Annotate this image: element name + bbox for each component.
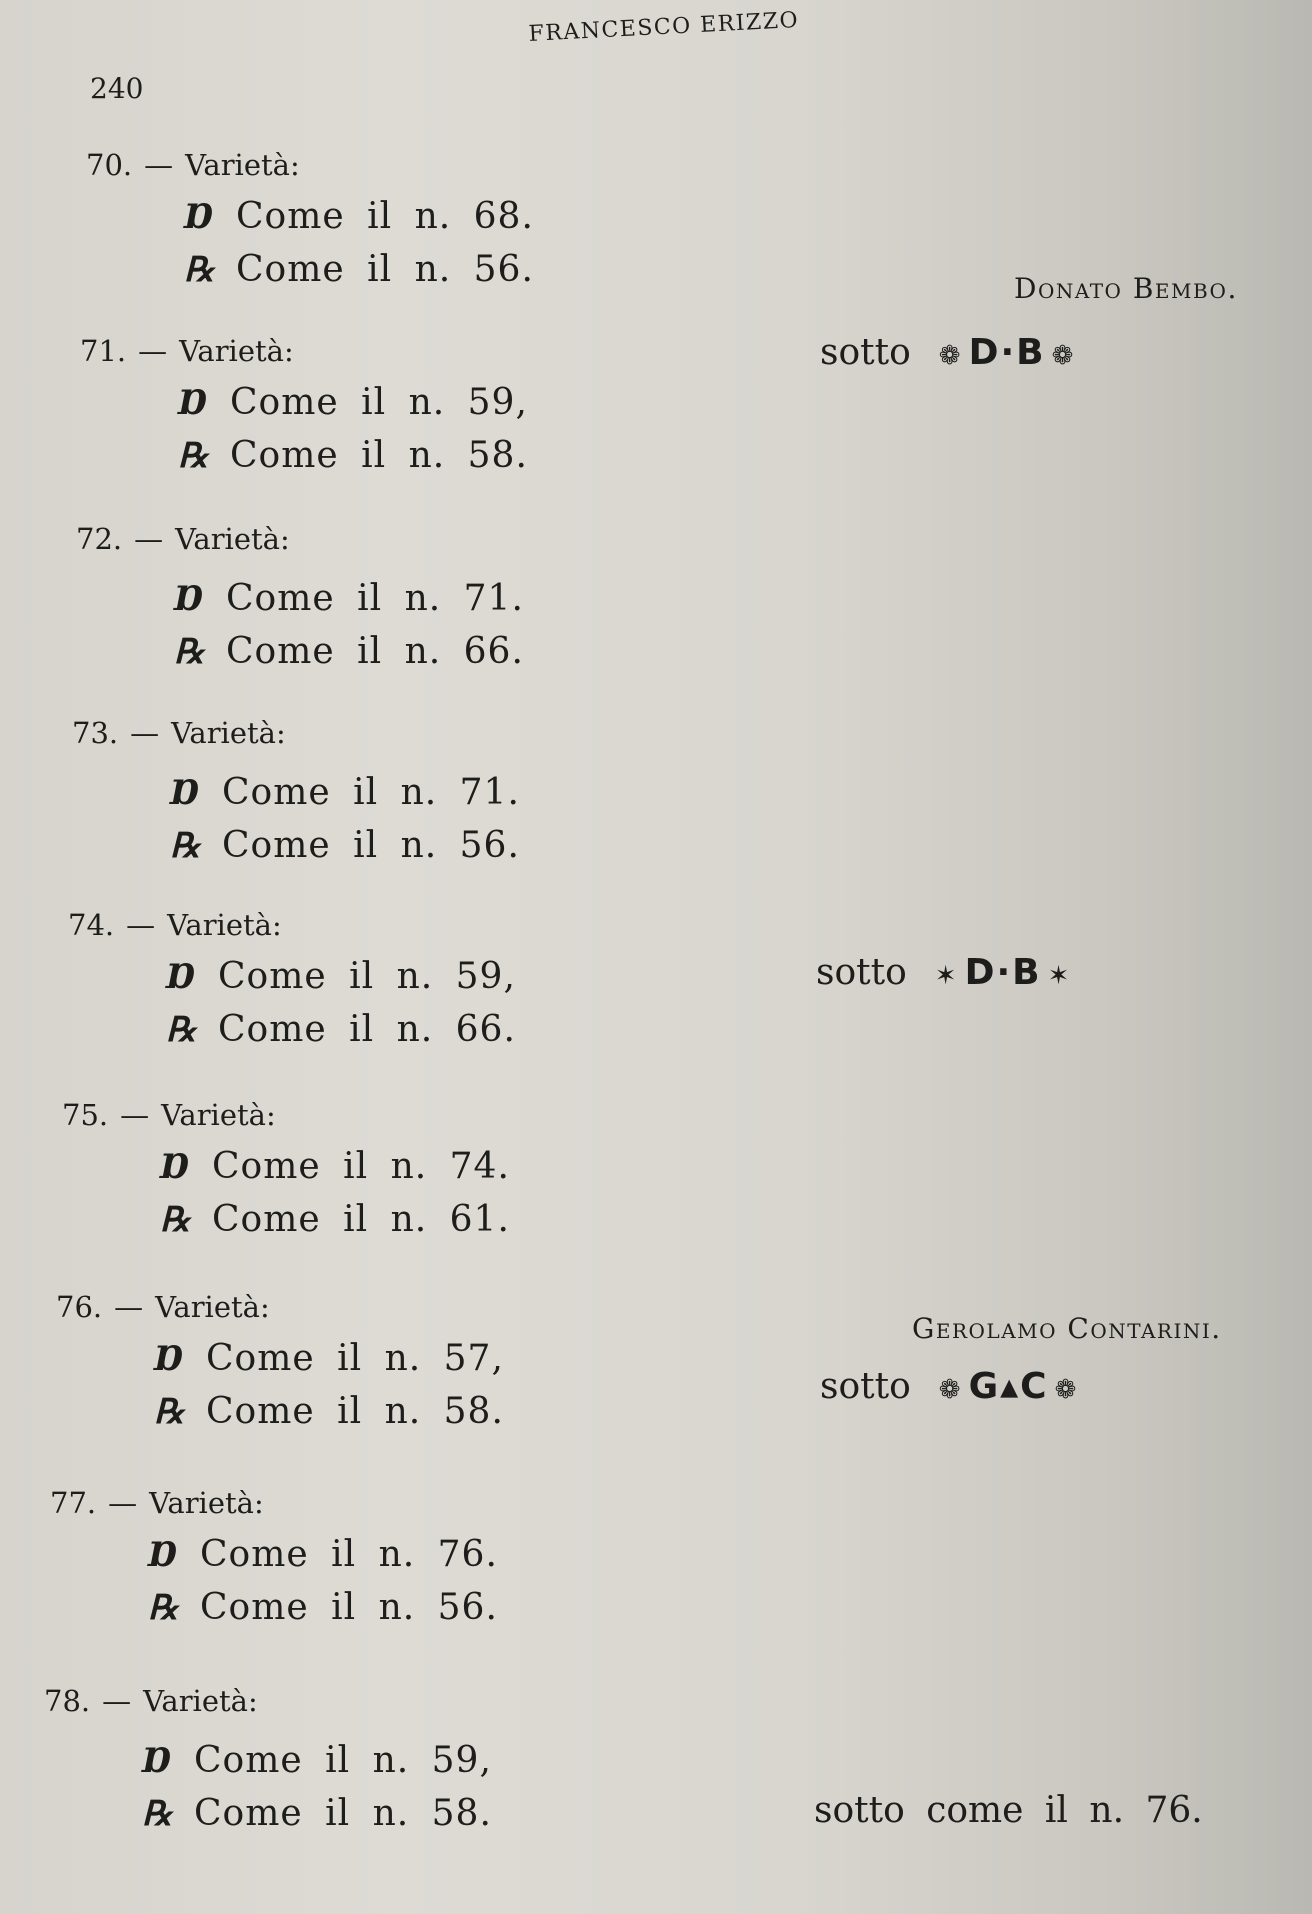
entry-76	[56, 1290, 616, 1432]
flower-ornament-icon: ❁	[1051, 341, 1076, 371]
entry-number: 75.	[62, 1098, 109, 1132]
page-number: 240	[90, 72, 144, 105]
reverse-description: Come il n. 56.	[236, 249, 534, 290]
obverse-description: Come il n. 76.	[200, 1534, 498, 1575]
entry-heading	[50, 1486, 610, 1520]
reverse-description: Come il n. 66.	[218, 1009, 516, 1050]
dash: —	[120, 1098, 150, 1132]
entry-74	[68, 908, 628, 1050]
mint-mark-note-3	[820, 1366, 1084, 1407]
reverse-description: Come il n. 58.	[206, 1391, 504, 1432]
obverse-symbol: Ɒ	[184, 197, 214, 237]
reverse-symbol: ℞	[148, 1588, 180, 1628]
obverse-description: Come il n. 68.	[236, 196, 534, 237]
entry-78	[44, 1684, 604, 1834]
reverse-line	[178, 435, 640, 476]
obverse-line	[170, 772, 632, 813]
reverse-symbol: ℞	[184, 250, 216, 290]
obverse-description: Come il n. 59,	[230, 382, 528, 423]
entry-heading	[80, 334, 640, 368]
flower-ornament-icon: ❁	[938, 341, 963, 371]
mark-letters: D·B	[964, 952, 1042, 993]
entry-number: 74.	[68, 908, 115, 942]
entry-label: Varietà:	[149, 1486, 264, 1520]
dash: —	[108, 1486, 138, 1520]
reverse-description: Come il n. 66.	[226, 631, 524, 672]
entry-75	[62, 1098, 622, 1240]
note-word: sotto	[820, 332, 911, 373]
reverse-line	[148, 1587, 610, 1628]
reverse-symbol: ℞	[170, 826, 202, 866]
dash: —	[102, 1684, 132, 1718]
entry-label: Varietà:	[179, 334, 294, 368]
reverse-symbol: ℞	[166, 1010, 198, 1050]
obverse-line	[174, 578, 636, 619]
mint-mark-note-1	[820, 332, 1081, 373]
entry-71	[80, 334, 640, 476]
reverse-line	[160, 1199, 622, 1240]
dash: —	[130, 716, 160, 750]
reverse-line	[166, 1009, 628, 1050]
entry-number: 76.	[56, 1290, 103, 1324]
obverse-description: Come il n. 71.	[226, 578, 524, 619]
mint-mark	[933, 332, 1082, 373]
entry-label: Varietà:	[167, 908, 282, 942]
obverse-symbol: Ɒ	[178, 383, 208, 423]
entry-label: Varietà:	[161, 1098, 276, 1132]
reverse-symbol: ℞	[174, 632, 206, 672]
dash: —	[134, 522, 164, 556]
obverse-symbol: Ɒ	[154, 1339, 184, 1379]
entry-72	[76, 522, 636, 672]
star-ornament-icon: ✶	[1047, 961, 1072, 991]
entry-label: Varietà:	[175, 522, 290, 556]
dash: —	[126, 908, 156, 942]
flower-ornament-icon: ❁	[938, 1375, 963, 1405]
entry-heading	[56, 1290, 616, 1324]
running-head: FRANCESCO ERIZZO	[528, 7, 800, 47]
obverse-description: Come il n. 71.	[222, 772, 520, 813]
note-word: sotto	[816, 952, 907, 993]
entry-number: 71.	[80, 334, 127, 368]
obverse-symbol: Ɒ	[148, 1535, 178, 1575]
reverse-line	[142, 1793, 604, 1834]
entry-label: Varietà:	[171, 716, 286, 750]
entry-number: 77.	[50, 1486, 97, 1520]
note-word: sotto	[820, 1366, 911, 1407]
entry-number: 72.	[76, 522, 123, 556]
entry-number: 70.	[86, 148, 133, 182]
magistrate-name-bembo: Donato Bembo.	[1014, 272, 1238, 305]
reverse-description: Come il n. 58.	[230, 435, 528, 476]
obverse-line	[142, 1740, 604, 1781]
obverse-line	[184, 196, 646, 237]
dash: —	[114, 1290, 144, 1324]
entry-heading	[44, 1684, 604, 1718]
mint-mark	[933, 1366, 1085, 1407]
reverse-line	[154, 1391, 616, 1432]
dash: —	[144, 148, 174, 182]
reverse-symbol: ℞	[142, 1794, 174, 1834]
reverse-symbol: ℞	[178, 436, 210, 476]
star-ornament-icon: ✶	[934, 961, 959, 991]
entry-heading	[62, 1098, 622, 1132]
entry-77	[50, 1486, 610, 1628]
obverse-line	[148, 1534, 610, 1575]
mint-mark-note-2	[816, 952, 1077, 993]
entry-heading	[86, 148, 646, 182]
obverse-line	[160, 1146, 622, 1187]
reverse-symbol: ℞	[154, 1392, 186, 1432]
mint-mark-note-4: sotto come il n. 76.	[814, 1790, 1203, 1831]
entry-73	[72, 716, 632, 866]
reverse-line	[174, 631, 636, 672]
mark-letters: D·B	[968, 332, 1046, 373]
reverse-line	[170, 825, 632, 866]
reverse-description: Come il n. 56.	[200, 1587, 498, 1628]
obverse-symbol: Ɒ	[166, 957, 196, 997]
obverse-symbol: Ɒ	[174, 579, 204, 619]
obverse-line	[178, 382, 640, 423]
entry-70	[86, 148, 646, 290]
reverse-symbol: ℞	[160, 1200, 192, 1240]
reverse-description: Come il n. 61.	[212, 1199, 510, 1240]
entry-label: Varietà:	[185, 148, 300, 182]
mint-mark	[929, 952, 1078, 993]
obverse-line	[154, 1338, 616, 1379]
obverse-symbol: Ɒ	[160, 1147, 190, 1187]
obverse-symbol: Ɒ	[170, 773, 200, 813]
reverse-description: Come il n. 58.	[194, 1793, 492, 1834]
entry-number: 78.	[44, 1684, 91, 1718]
entry-label: Varietà:	[143, 1684, 258, 1718]
entry-heading	[76, 522, 636, 556]
entry-label: Varietà:	[155, 1290, 270, 1324]
reverse-line	[184, 249, 646, 290]
obverse-description: Come il n. 74.	[212, 1146, 510, 1187]
entry-heading	[72, 716, 632, 750]
obverse-description: Come il n. 59,	[194, 1740, 492, 1781]
obverse-line	[166, 956, 628, 997]
mark-letters: G▴C	[968, 1366, 1049, 1407]
entry-heading	[68, 908, 628, 942]
dash: —	[138, 334, 168, 368]
flower-ornament-icon: ❁	[1054, 1375, 1079, 1405]
obverse-description: Come il n. 59,	[218, 956, 516, 997]
reverse-description: Come il n. 56.	[222, 825, 520, 866]
magistrate-name-contarini: Gerolamo Contarini.	[912, 1312, 1222, 1345]
obverse-symbol: Ɒ	[142, 1741, 172, 1781]
obverse-description: Come il n. 57,	[206, 1338, 504, 1379]
entry-number: 73.	[72, 716, 119, 750]
